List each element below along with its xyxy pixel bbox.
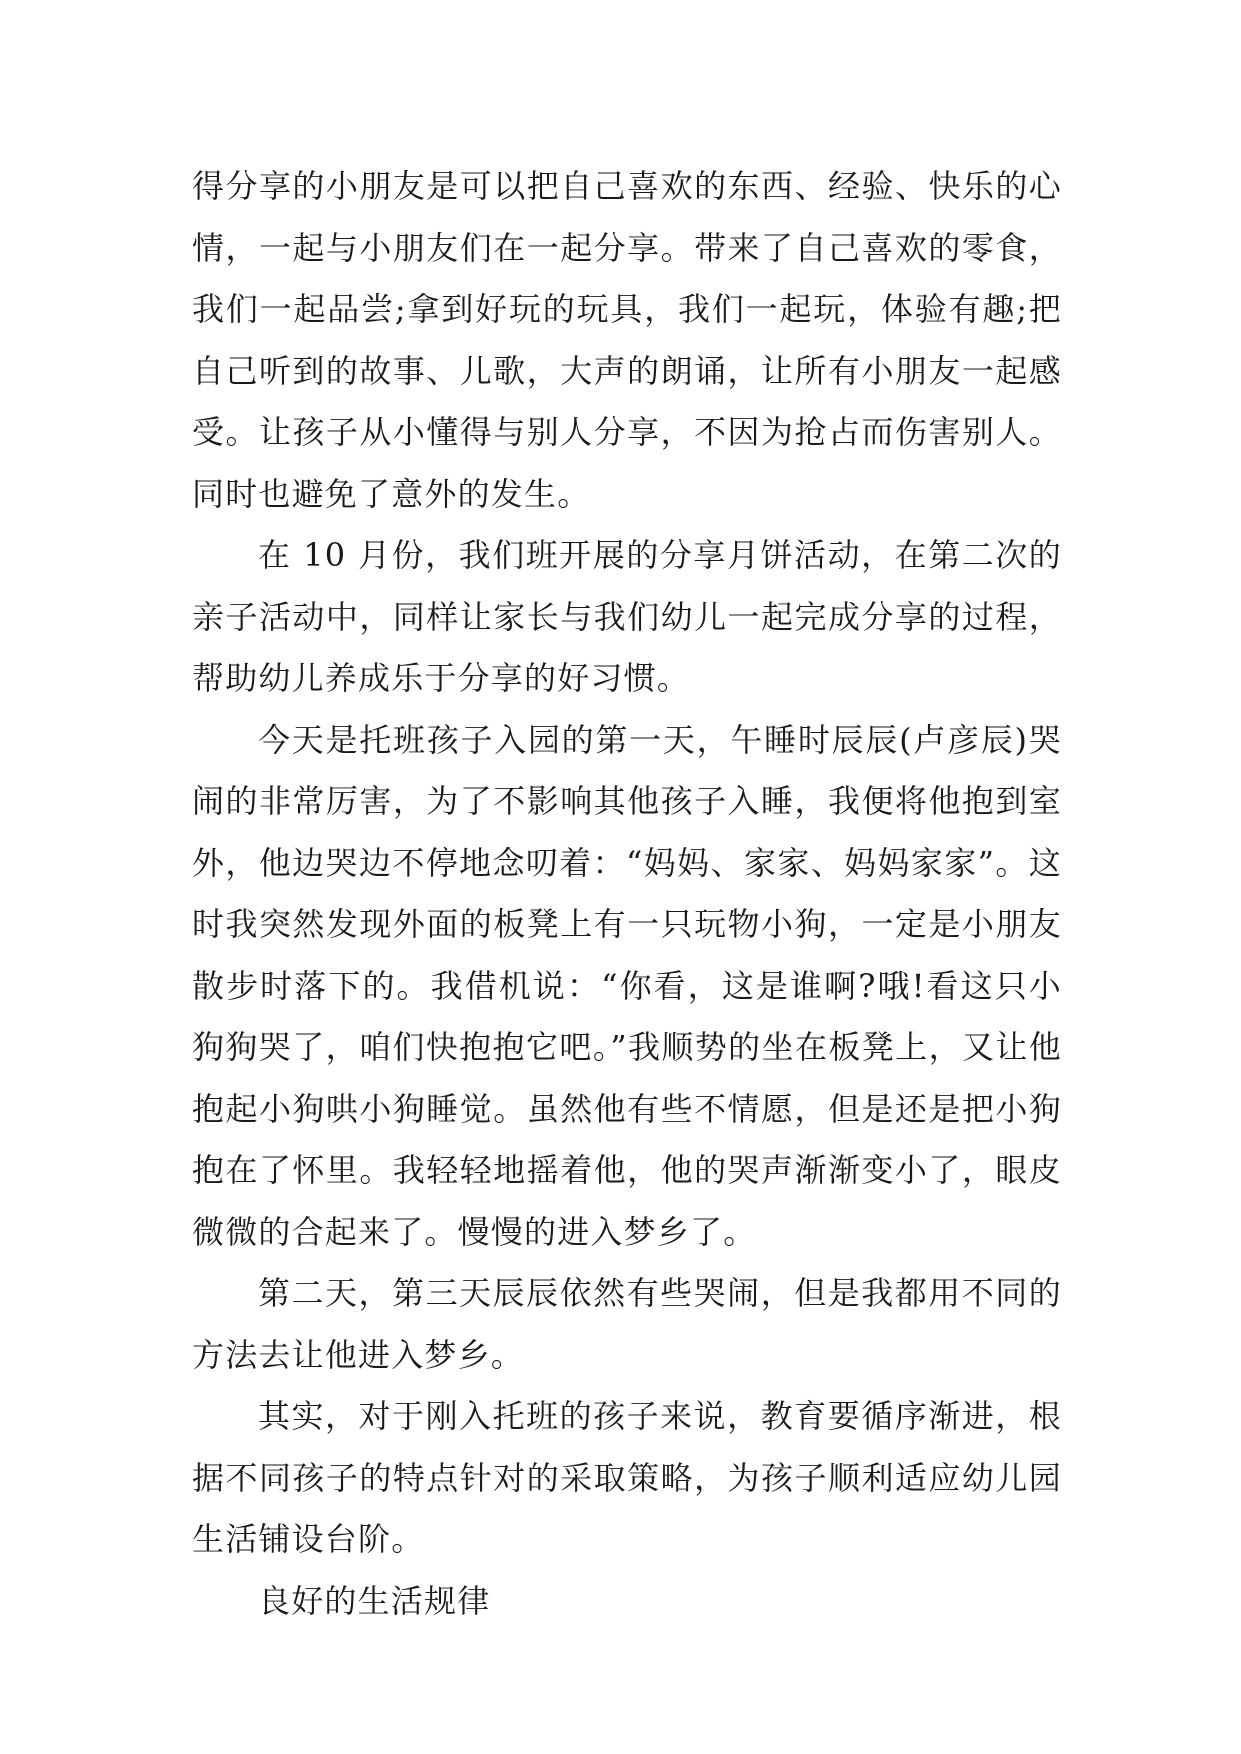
paragraph-mooncake-activity: 在 10 月份，我们班开展的分享月饼活动，在第二次的亲子活动中，同样让家长与我们幼儿一起完成分享的过程，帮助幼儿养成乐于分享的好习惯。: [192, 536, 1062, 697]
paragraph-sharing-intro: 得分享的小朋友是可以把自己喜欢的东西、经验、快乐的心情，一起与小朋友们在一起分享。带来了自己喜欢的零食，我们一起品尝;拿到好玩的玩具，我们一起玩，体验有趣;把自己听到的故事、儿歌，大声的朗诵，让所有小朋友一起感受。让孩子从小懂得与别人分享，不因为抢占而伤害别人。同时也避免了意外的发生。: [192, 167, 1062, 513]
section-heading-routine: 良好的生活规律: [258, 1581, 491, 1620]
paragraph-conclusion: 其实，对于刚入托班的孩子来说，教育要循序渐进，根据不同孩子的特点针对的采取策略，为孩子顺利适应幼儿园生活铺设台阶。: [192, 1397, 1062, 1558]
paragraph-first-day-nap: 今天是托班孩子入园的第一天，午睡时辰辰(卢彦辰)哭闹的非常厉害，为了不影响其他孩子入睡，我便将他抱到室外，他边哭边不停地念叨着：“妈妈、家家、妈妈家家”。这时我突然发现外面的板凳上有一只玩物小狗，一定是小朋友散步时落下的。我借机说：“你看，这是谁啊?哦!看这只小狗狗哭了，咱们快抱抱它吧。”我顺势的坐在板凳上，又让他抱起小狗哄小狗睡觉。虽然他有些不情愿，但是还是把小狗抱在了怀里。我轻轻地摇着他，他的哭声渐渐变小了，眼皮微微的合起来了。慢慢的进入梦乡了。: [192, 720, 1062, 1251]
document-body: [192, 156, 1062, 1632]
paragraph-second-third-day: 第二天，第三天辰辰依然有些哭闹，但是我都用不同的方法去让他进入梦乡。: [192, 1274, 1062, 1374]
